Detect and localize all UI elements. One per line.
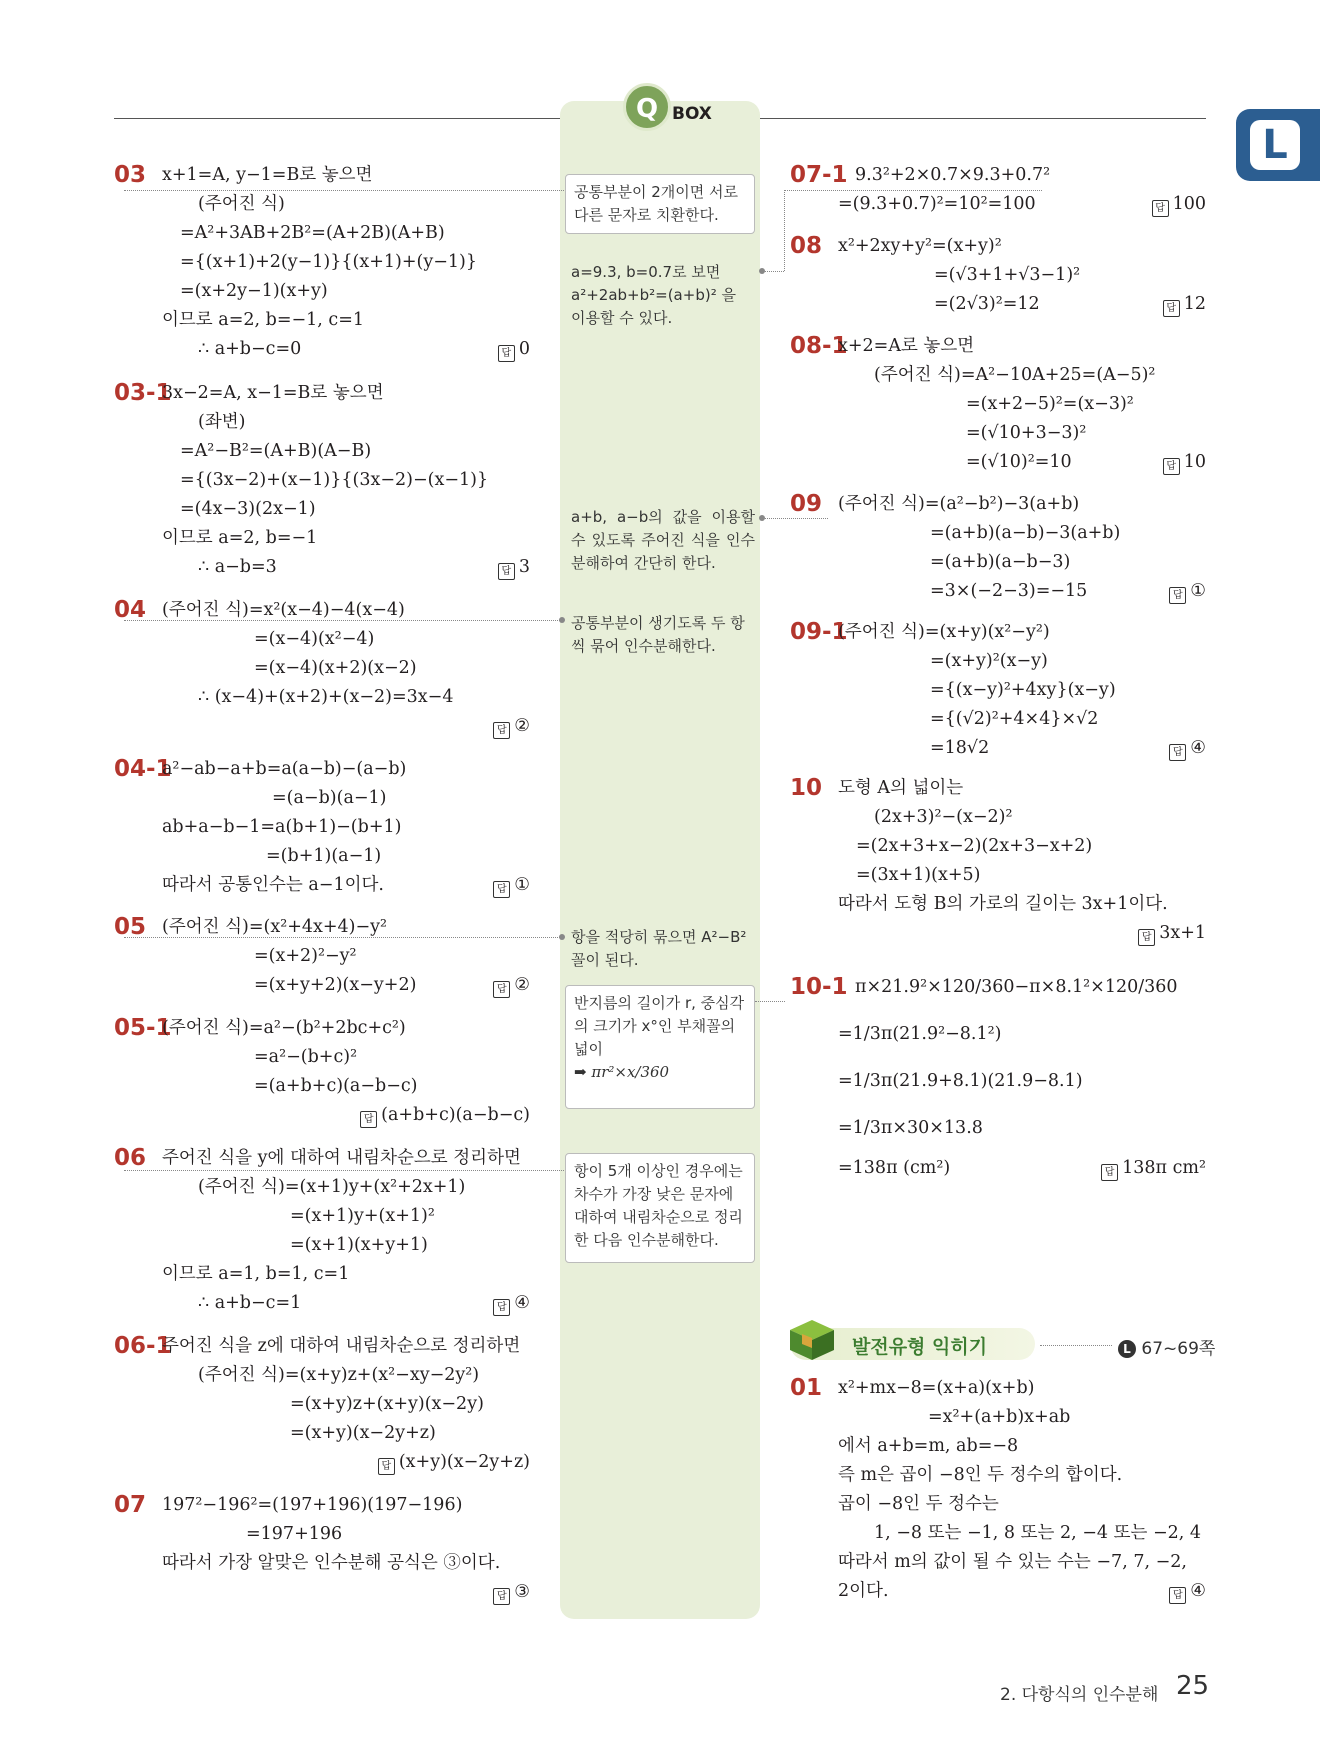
solution-line: =1/3π×30×13.8 [838, 1118, 983, 1138]
solution-line: ∴ a+b−c=0 [198, 339, 302, 359]
answer: 답 ③ [493, 1580, 530, 1605]
solution-line: 9.3²+2×0.7×9.3+0.7² [855, 165, 1051, 185]
page-number: 25 [1176, 1671, 1210, 1701]
solution-line: 2이다. [838, 1581, 889, 1601]
solution-line: =(2√3)²=12 [934, 294, 1040, 314]
connector-dot [559, 617, 565, 623]
connector-line [755, 1001, 785, 1002]
cube-icon [788, 1318, 836, 1362]
answer: 답 138π cm² [1101, 1156, 1206, 1181]
answer-mark-icon: 답 [1101, 1164, 1118, 1181]
solution-line: =(x+2)²−y² [254, 946, 357, 966]
answer-mark-icon: 답 [498, 345, 515, 362]
answer: 답 ① [1169, 579, 1206, 604]
answer-mark-icon: 답 [378, 1458, 395, 1475]
solution-line: (주어진 식) [198, 194, 285, 214]
problem-number: 10-1 [790, 974, 848, 1000]
solution-line: 따라서 도형 B의 가로의 길이는 3x+1이다. [838, 894, 1168, 914]
solution-line: =(x+y)(x−2y+z) [290, 1423, 436, 1443]
answer-mark-icon: 답 [493, 1588, 510, 1605]
q-box-label: BOX [672, 104, 712, 124]
solution-line: =(x+1)(x+y+1) [290, 1235, 428, 1255]
problem-number: 09 [790, 491, 823, 517]
solution-line: =A²+3AB+2B²=(A+2B)(A+B) [180, 223, 445, 243]
tip-text: 반지름의 길이가 r, 중심각의 크기가 x°인 부채꼴의 넓이 [574, 994, 745, 1058]
solution-line: =197+196 [246, 1524, 343, 1544]
answer: 답 (x+y)(x−2y+z) [378, 1450, 530, 1475]
solution-line: =(x+y+2)(x−y+2) [254, 975, 417, 995]
answer: 답 ① [493, 873, 530, 898]
answer-mark-icon: 답 [493, 1299, 510, 1316]
problem-number: 06-1 [114, 1333, 172, 1359]
solution-line: a²−ab−a+b=a(a−b)−(a−b) [162, 759, 407, 779]
answer-mark-icon: 답 [1163, 458, 1180, 475]
solution-line: =(x+2y−1)(x+y) [180, 281, 328, 301]
problem-number: 06 [114, 1145, 147, 1171]
solution-line: 따라서 m의 값이 될 수 있는 수는 −7, 7, −2, [838, 1552, 1187, 1572]
solution-line: =(x+2−5)²=(x−3)² [966, 394, 1134, 414]
answer-mark-icon: 답 [493, 981, 510, 998]
answer-mark-icon: 답 [360, 1111, 377, 1128]
problem-number: 10 [790, 775, 823, 801]
solution-line: 1, −8 또는 −1, 8 또는 2, −4 또는 −2, 4 [874, 1523, 1202, 1543]
solution-line: =(√10)²=10 [966, 452, 1072, 472]
answer: 답 100 [1152, 192, 1206, 217]
solution-line: =(2x+3+x−2)(2x+3−x+2) [856, 836, 1093, 856]
problem-number: 05 [114, 914, 147, 940]
problem-number: 04-1 [114, 756, 172, 782]
tip-box [565, 985, 755, 1109]
solution-line: 즉 m은 곱이 −8인 두 정수의 합이다. [838, 1465, 1123, 1485]
connector-line [1040, 1345, 1112, 1346]
solution-line: 이므로 a=1, b=1, c=1 [162, 1264, 350, 1284]
chapter-footer: 2. 다항식의 인수분해 [1000, 1685, 1159, 1705]
solution-line: (주어진 식)=x²(x−4)−4(x−4) [162, 600, 405, 620]
answer-mark-icon: 답 [1152, 200, 1169, 217]
solution-line: =(9.3+0.7)²=10²=100 [838, 194, 1036, 214]
problem-number: 03 [114, 162, 147, 188]
problem-number: 08-1 [790, 333, 848, 359]
solution-line: (좌변) [198, 412, 246, 432]
answer: 답 ④ [493, 1291, 530, 1316]
problem-number: 03-1 [114, 380, 172, 406]
tip-note: a=9.3, b=0.7로 보면 a²+2ab+b²=(a+b)² 을 이용할 수 있다. [571, 263, 736, 327]
connector-line [762, 518, 828, 519]
solution-line: =(x+y)z+(x+y)(x−2y) [290, 1394, 484, 1414]
answer-mark-icon: 답 [1169, 587, 1186, 604]
solution-line: =18√2 [930, 738, 990, 758]
solution-line: ∴ (x−4)+(x+2)+(x−2)=3x−4 [198, 687, 454, 707]
ref-letter-icon: L [1118, 1340, 1136, 1358]
solution-line: ab+a−b−1=a(b+1)−(b+1) [162, 817, 402, 837]
solution-line: (주어진 식)=A²−10A+25=(A−5)² [874, 365, 1156, 385]
answer: 답 3 [498, 555, 530, 580]
connector-dot [759, 268, 765, 274]
answer: 답 10 [1163, 450, 1206, 475]
solution-line: ={(x+1)+2(y−1)}{(x+1)+(y−1)} [180, 252, 477, 272]
solution-line: (주어진 식)=(x²+4x+4)−y² [162, 917, 388, 937]
tip-box: 항이 5개 이상인 경우에는 차수가 가장 낮은 문자에 대하여 내림차순으로 정리한 다음 인수분해한다. [565, 1153, 755, 1263]
solution-line: x²+2xy+y²=(x+y)² [838, 236, 1002, 256]
answer-mark-icon: 답 [498, 563, 515, 580]
problem-number: 05-1 [114, 1015, 172, 1041]
solution-line: 이므로 a=2, b=−1 [162, 528, 318, 548]
answer-mark-icon: 답 [1169, 1587, 1186, 1604]
top-rule-right [760, 118, 1206, 119]
answer: 답 ④ [1169, 1579, 1206, 1604]
tip-note: a+b, a−b의 값을 이용할 수 있도록 주어진 식을 인수분해하여 간단히 한다. [571, 508, 755, 572]
answer: 답 12 [1163, 292, 1206, 317]
chapter-tab [1236, 109, 1320, 181]
solution-line: 주어진 식을 y에 대하여 내림차순으로 정리하면 [162, 1148, 521, 1168]
tip-note: 항을 적당히 묶으면 A²−B² 꼴이 된다. [571, 928, 747, 969]
solution-line: =(x−4)(x²−4) [254, 629, 375, 649]
solution-line: =a²−(b+c)² [254, 1047, 358, 1067]
solution-line: ∴ a+b−c=1 [198, 1293, 302, 1313]
problem-number: 04 [114, 597, 147, 623]
connector-dot [759, 515, 765, 521]
solution-line: =(a+b)(a−b−3) [930, 552, 1071, 572]
connector-line [784, 190, 785, 271]
solution-line: (주어진 식)=(x+1)y+(x²+2x+1) [198, 1177, 466, 1197]
solution-line: ={(3x−2)+(x−1)}{(3x−2)−(x−1)} [180, 470, 489, 490]
solution-line: x+2=A로 놓으면 [838, 336, 975, 356]
connector-line [124, 620, 562, 621]
solution-line: =A²−B²=(A+B)(A−B) [180, 441, 372, 461]
solution-line: 따라서 공통인수는 a−1이다. [162, 875, 384, 895]
solution-line: 주어진 식을 z에 대하여 내림차순으로 정리하면 [162, 1336, 521, 1356]
solution-line: =138π (cm²) [838, 1158, 951, 1178]
solution-line: =1/3π(21.9²−8.1²) [838, 1024, 1002, 1044]
tip-note: 공통부분이 생기도록 두 항씩 묶어 인수분해한다. [571, 614, 745, 655]
solution-line: =(a−b)(a−1) [272, 788, 387, 808]
solution-line: (주어진 식)=(a²−b²)−3(a+b) [838, 494, 1080, 514]
solution-line: 도형 A의 넓이는 [838, 778, 964, 798]
solution-line: =(4x−3)(2x−1) [180, 499, 316, 519]
solution-line: =(x−4)(x+2)(x−2) [254, 658, 417, 678]
connector-line [124, 190, 566, 191]
connector-line [124, 937, 562, 938]
tip-box: 공통부분이 2개이면 서로 다른 문자로 치환한다. [565, 174, 755, 234]
solution-line: (주어진 식)=(x+y)(x²−y²) [838, 622, 1050, 642]
solution-line: 3x−2=A, x−1=B로 놓으면 [162, 383, 384, 403]
solution-line: ={(√2)²+4×4}×√2 [930, 709, 1099, 729]
top-rule-left [114, 118, 560, 119]
solution-line: 곱이 −8인 두 정수는 [838, 1494, 999, 1514]
solution-line: 197²−196²=(197+196)(197−196) [162, 1495, 463, 1515]
tip-formula: ➡ πr²×x/360 [574, 1063, 670, 1081]
solution-line: ={(x−y)²+4xy}(x−y) [930, 680, 1116, 700]
q-badge-icon: Q [623, 83, 671, 131]
answer-mark-icon: 답 [493, 722, 510, 739]
solution-line: =(a+b+c)(a−b−c) [254, 1076, 418, 1096]
solution-line: =x²+(a+b)x+ab [928, 1407, 1071, 1427]
answer-mark-icon: 답 [1169, 744, 1186, 761]
connector-line [762, 271, 784, 272]
solution-line: =(x+y)²(x−y) [930, 651, 1048, 671]
solution-line: π×21.9²×120/360−π×8.1²×120/360 [855, 977, 1178, 997]
connector-line [784, 190, 1042, 191]
connector-line [124, 1170, 566, 1171]
solution-line: (2x+3)²−(x−2)² [874, 807, 1013, 827]
answer: 답 3x+1 [1138, 921, 1206, 946]
solution-line: =(√10+3−3)² [966, 423, 1087, 443]
solution-line: 따라서 가장 알맞은 인수분해 공식은 ③이다. [162, 1553, 501, 1573]
section-title: 발전유형 익히기 [852, 1336, 988, 1358]
answer: 답 ② [493, 973, 530, 998]
page-reference: L 67~69쪽 [1118, 1334, 1215, 1359]
solution-line: =(√3+1+√3−1)² [934, 265, 1081, 285]
solution-line: 에서 a+b=m, ab=−8 [838, 1436, 1019, 1456]
solution-line: =3×(−2−3)=−15 [930, 581, 1088, 601]
answer-mark-icon: 답 [1163, 300, 1180, 317]
answer-mark-icon: 답 [493, 881, 510, 898]
answer: 답 0 [498, 337, 530, 362]
solution-line: =(3x+1)(x+5) [856, 865, 981, 885]
solution-line: (주어진 식)=(x+y)z+(x²−xy−2y²) [198, 1365, 480, 1385]
problem-number: 07 [114, 1492, 147, 1518]
answer: 답 (a+b+c)(a−b−c) [360, 1103, 530, 1128]
problem-number: 07-1 [790, 162, 848, 188]
tab-letter: L [1250, 120, 1300, 170]
solution-line: x²+mx−8=(x+a)(x+b) [838, 1378, 1035, 1398]
solution-line: x+1=A, y−1=B로 놓으면 [162, 165, 373, 185]
solution-line: (주어진 식)=a²−(b²+2bc+c²) [162, 1018, 406, 1038]
connector-dot [559, 934, 565, 940]
solution-line: =(b+1)(a−1) [266, 846, 382, 866]
problem-number: 01 [790, 1375, 823, 1401]
answer-mark-icon: 답 [1138, 929, 1155, 946]
problem-number: 09-1 [790, 619, 848, 645]
solution-line: =(x+1)y+(x+1)² [290, 1206, 435, 1226]
solution-line: =(a+b)(a−b)−3(a+b) [930, 523, 1121, 543]
answer: 답 ② [493, 714, 530, 739]
problem-number: 08 [790, 233, 823, 259]
solution-line: =1/3π(21.9+8.1)(21.9−8.1) [838, 1071, 1083, 1091]
answer: 답 ④ [1169, 736, 1206, 761]
solution-line: ∴ a−b=3 [198, 557, 277, 577]
solution-line: 이므로 a=2, b=−1, c=1 [162, 310, 365, 330]
